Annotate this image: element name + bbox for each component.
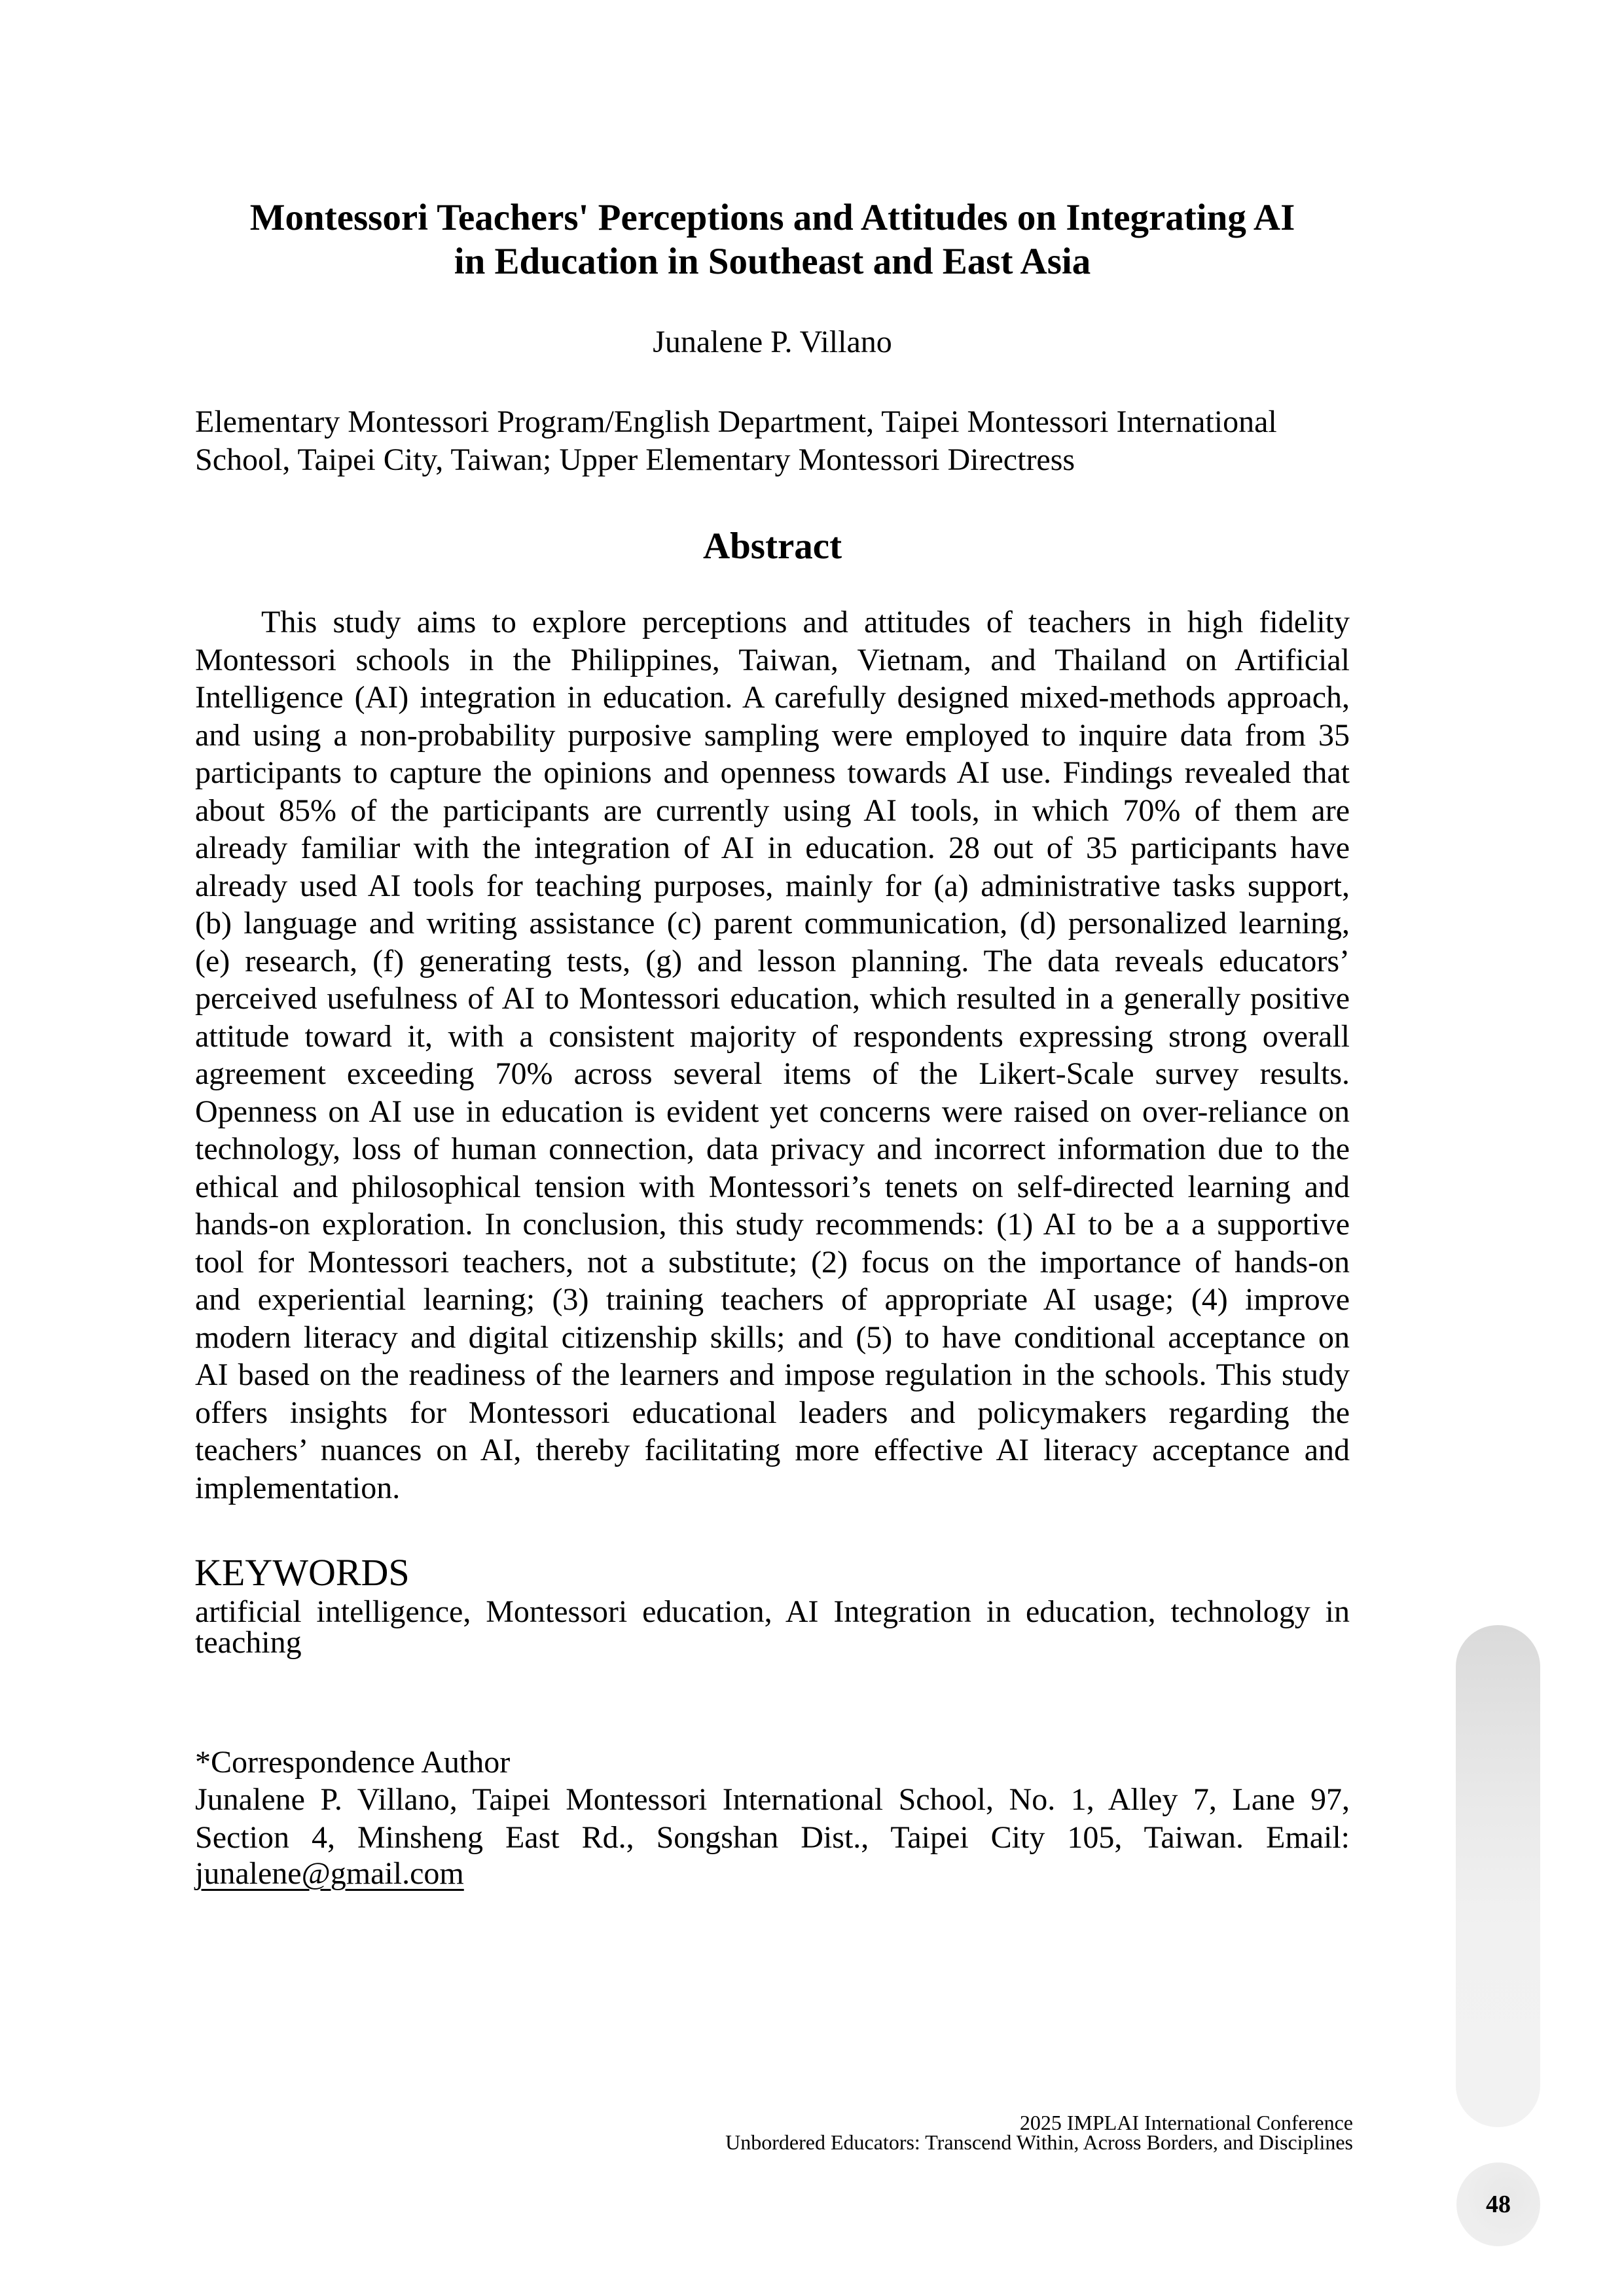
abstract-line: Openness on AI use in education is evident yet concerns were raised on over-reliance on [195, 1094, 1350, 1129]
paper-title-line-1: Montessori Teachers' Perceptions and Attitudes on Integrating AI [249, 197, 1295, 238]
side-tab-decoration [1456, 1625, 1540, 2127]
abstract-line: implementation. [195, 1470, 401, 1505]
abstract-line: about 85% of the participants are currently using AI tools, in which 70% of them are [195, 793, 1350, 828]
correspondence-line-1: Junalene P. Villano, Taipei Montessori International School, No. 1, Alley 7, Lane 97, [195, 1782, 1350, 1817]
abstract-line: and experiential learning; (3) training teachers of appropriate AI usage; (4) improve [195, 1282, 1350, 1317]
keywords-line-2: teaching [195, 1625, 302, 1660]
abstract-heading: Abstract [702, 526, 842, 567]
email-link[interactable]: junalene@gmail.com [195, 1856, 464, 1891]
abstract-line: (e) research, (f) generating tests, (g) and lesson planning. The data reveals educators’ [195, 943, 1350, 978]
author-name: Junalene P. Villano [653, 325, 892, 359]
abstract-line: tool for Montessori teachers, not a substitute; (2) focus on the importance of hands-on [195, 1244, 1350, 1280]
abstract-line: teachers’ nuances on AI, thereby facilitating more effective AI literacy acceptance and [195, 1433, 1350, 1467]
page-number: 48 [1486, 2191, 1511, 2218]
abstract-line: Intelligence (AI) integration in education. A carefully designed mixed-methods approach, [195, 680, 1350, 715]
abstract-line: modern literacy and digital citizenship skills; and (5) to have conditional acceptance on [195, 1319, 1350, 1355]
page-number-badge [1456, 2162, 1540, 2246]
correspondence-line-2: Section 4, Minsheng East Rd., Songshan Dist., Taipei City 105, Taiwan. Email: [195, 1820, 1350, 1855]
abstract-line: agreement exceeding 70% across several items of the Likert-Scale survey results. [195, 1056, 1350, 1091]
keywords-line-1: artificial intelligence, Montessori education, AI Integration in education, technology in [195, 1594, 1350, 1629]
abstract-line: (b) language and writing assistance (c) parent communication, (d) personalized learning, [195, 906, 1350, 941]
affiliation-line-1: Elementary Montessori Program/English Department, Taipei Montessori International [195, 404, 1277, 439]
abstract-line: hands-on exploration. In conclusion, this study recommends: (1) AI to be a a supportive [195, 1207, 1350, 1242]
abstract-line: and using a non-probability purposive sampling were employed to inquire data from 35 [195, 717, 1350, 753]
abstract-line: ethical and philosophical tension with Montessori’s tenets on self-directed learning and [195, 1169, 1350, 1204]
correspondence-heading: *Correspondence Author [195, 1745, 511, 1780]
abstract-line: participants to capture the opinions and openness towards AI use. Findings revealed that [195, 755, 1350, 790]
abstract-line: already used AI tools for teaching purposes, mainly for (a) administrative tasks support, [195, 868, 1350, 903]
footer-theme: Unbordered Educators: Transcend Within, Across Borders, and Disciplines [725, 2130, 1353, 2154]
abstract-line: already familiar with the integration of AI in education. 28 out of 35 participants have [195, 831, 1350, 865]
keywords-heading: KEYWORDS [194, 1551, 410, 1594]
footer-conference: 2025 IMPLAI International Conference [1019, 2111, 1353, 2134]
paper-title-line-2: in Education in Southeast and East Asia [454, 241, 1091, 282]
affiliation-line-2: School, Taipei City, Taiwan; Upper Elementary Montessori Directress [195, 442, 1075, 477]
abstract-line: attitude toward it, with a consistent majority of respondents expressing strong overall [195, 1018, 1350, 1054]
abstract-line: technology, loss of human connection, data privacy and incorrect information due to the [195, 1132, 1350, 1166]
abstract-line: perceived usefulness of AI to Montessori education, which resulted in a generally positive [195, 981, 1350, 1016]
abstract-line: This study aims to explore perceptions and attitudes of teachers in high fidelity [261, 605, 1350, 639]
abstract-line: AI based on the readiness of the learners and impose regulation in the schools. This study [195, 1357, 1350, 1392]
abstract-line: offers insights for Montessori educational leaders and policymakers regarding the [195, 1395, 1350, 1430]
correspondence-email-line [195, 1855, 1350, 1893]
abstract-line: Montessori schools in the Philippines, Taiwan, Vietnam, and Thailand on Artificial [195, 642, 1350, 677]
